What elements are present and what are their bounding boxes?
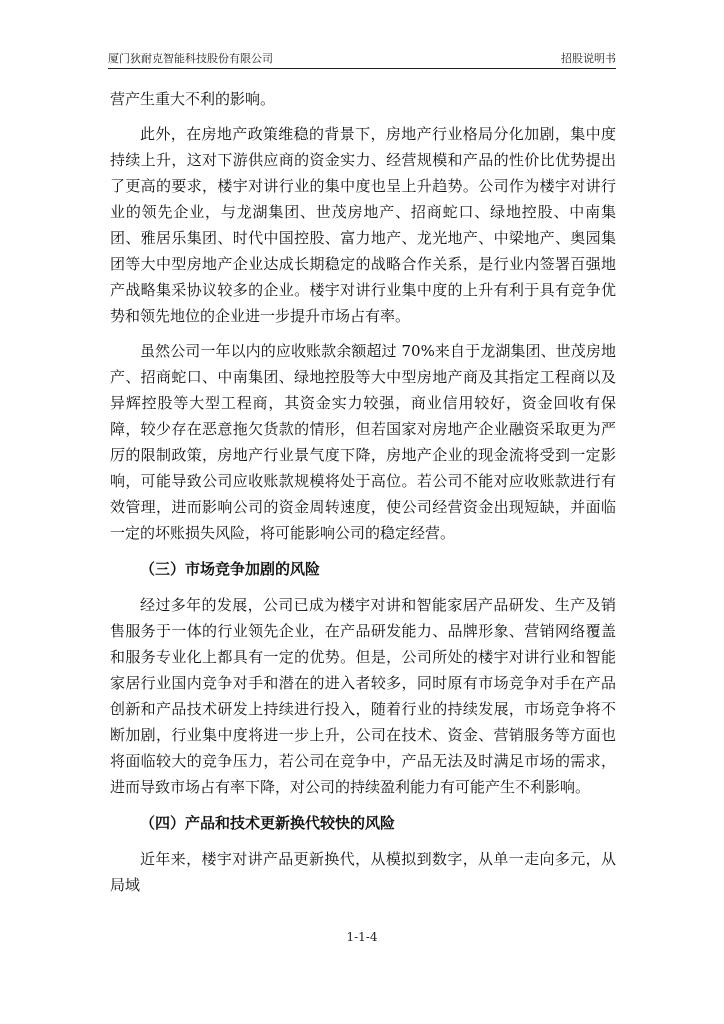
page-number: 1-1-4 <box>346 930 378 944</box>
header-rule <box>108 68 616 69</box>
paragraph-competition-risk: 经过多年的发展，公司已成为楼宇对讲和智能家居产品研发、生产及销售服务于一体的行业领先企业，在产品研发能力、品牌形象、营销网络覆盖和服务专业化上都具有一定的优势。但是，公司所处的楼宇对讲行业和智能家居行业国内竞争对手和潜在的进入者较多，同时原有市场竞争对手在产品创新和产品技术研发上持续进行投入，随着行业的持续发展，市场竞争将不断加剧，行业集中度将进一步上升，公司在技术、资金、营销服务等方面也将面临较大的竞争压力，若公司在竞争中，产品无法及时满足市场的需求，进而导致市场占有率下降，对公司的持续盈利能力有可能产生不利影响。 <box>110 596 616 796</box>
page-header <box>108 50 616 66</box>
section-heading-competition: （三）市场竞争加剧的风险 <box>140 560 321 578</box>
paragraph-tech-update: 近年来，楼宇对讲产品更新换代，从模拟到数字，从单一走向多元，从局域 <box>110 850 616 894</box>
paragraph-receivables-risk: 虽然公司一年以内的应收账款余额超过 70%来自于龙湖集团、世茂房地产、招商蛇口、中南集团、绿地控股等大中型房地产商及其指定工程商以及异辉控股等大型工程商，其资金实力较强，商业信用较好，资金回收有保障，较少存在恶意拖欠货款的情形，但若国家对房地产企业融资采取更为严厉的限制政策，房地产行业景气度下降，房地产企业的现金流将受到一定影响，可能导致公司应收账款规模将处于高位。若公司不能对应收账款进行有效管理，进而影响公司的资金周转速度，使公司经营资金出现短缺，并面临一定的坏账损失风险，将可能影响公司的稳定经营。 <box>110 342 616 542</box>
paragraph-industry-concentration: 此外，在房地产政策维稳的背景下，房地产行业格局分化加剧，集中度持续上升，这对下游供应商的资金实力、经营规模和产品的性价比优势提出了更高的要求，楼宇对讲行业的集中度也呈上升趋势。公司作为楼宇对讲行业的领先企业，与龙湖集团、世茂房地产、招商蛇口、绿地控股、中南集团、雅居乐集团、时代中国控股、富力地产、龙光地产、中梁地产、奥园集团等大中型房地产企业达成长期稳定的战略合作关系，是行业内签署百强地产战略集采协议较多的企业。楼宇对讲行业集中度的上升有利于具有竞争优势和领先地位的企业进一步提升市场占有率。 <box>110 125 616 325</box>
header-company: 厦门狄耐克智能科技股份有限公司 <box>108 52 273 65</box>
header-doc-type: 招股说明书 <box>561 52 616 65</box>
paragraph-continued: 营产生重大不利的影响。 <box>110 90 276 108</box>
page-body <box>110 86 616 898</box>
section-heading-tech-update: （四）产品和技术更新换代较快的风险 <box>140 814 396 832</box>
